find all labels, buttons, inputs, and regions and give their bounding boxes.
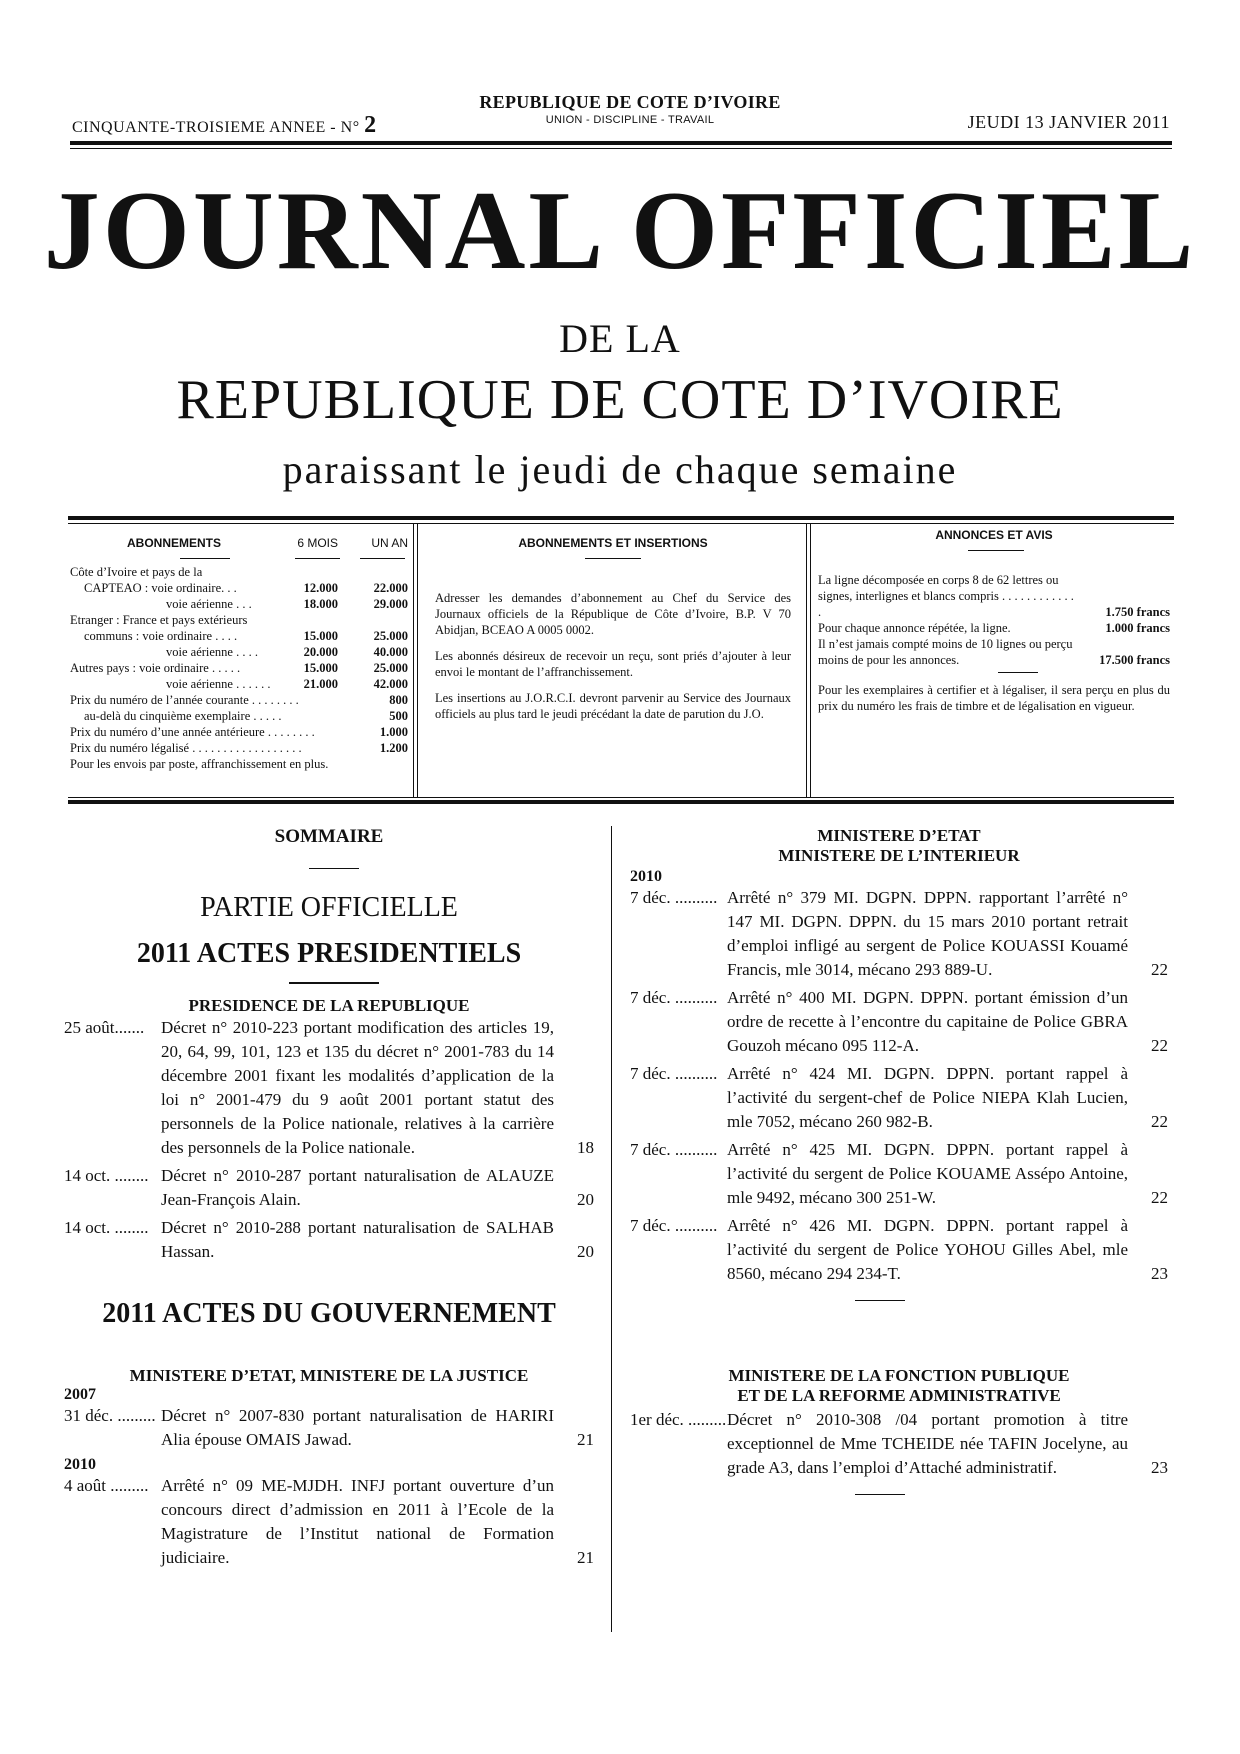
box-bottom-rule — [68, 800, 1174, 804]
actes-pres-underline — [289, 982, 379, 984]
masthead-title: JOURNAL OFFICIEL — [43, 169, 1197, 293]
summary-entry — [64, 1216, 594, 1264]
entry-page-number: 23 — [1151, 1458, 1168, 1477]
subscription-row — [70, 612, 408, 628]
insertions-p1: Adresser les demandes d’abonnement au Chef du Service des Journaux officiels de la République de Côte d’Ivoire, B.P. V 70 Abidjan, BCEAO A 0005 0002. — [435, 591, 791, 637]
subscription-1an: 25.000 — [373, 629, 408, 643]
announcement-label: La ligne décomposée en corps 8 de 62 lettres ou signes, interlignes et blancs compris . . . . . . . . . . . . . — [818, 573, 1074, 619]
entry-page-number: 22 — [1151, 1036, 1168, 1055]
entry-text: Décret n° 2010-308 /04 portant promotion à titre exceptionnel de Mme TCHEIDE née TAFIN Jocelyne, au grade A3, dans l’emploi d’Attaché administratif. — [727, 1410, 1128, 1477]
masthead-de-la: DE LA — [559, 316, 681, 361]
entry-date: 7 déc. .......... — [630, 1064, 718, 1083]
subscription-label: Pour les envois par poste, affranchissement en plus. — [70, 757, 329, 771]
entry-page-number: 22 — [1151, 960, 1168, 979]
entry-page-number: 21 — [577, 1548, 594, 1567]
header-rule-thick — [70, 141, 1172, 145]
subscription-6mois — [299, 692, 349, 708]
entry-page-number: 22 — [1151, 1188, 1168, 1207]
insertions-underline — [585, 558, 641, 559]
subscription-1an: 22.000 — [373, 581, 408, 595]
subscription-label: Prix du numéro d’une année antérieure . . . . . . . . — [70, 725, 315, 739]
insertions-panel — [435, 536, 791, 722]
entry-date: 7 déc. .......... — [630, 1216, 718, 1235]
subscription-1an — [365, 756, 408, 772]
entry-page-number: 20 — [577, 1242, 594, 1261]
subscription-row — [70, 580, 408, 596]
year-2010: 2010 — [64, 1456, 96, 1473]
subscriptions-rows — [70, 564, 408, 772]
subscription-6mois — [282, 708, 340, 724]
entry-text: Arrêté n° 424 MI. DGPN. DPPN. portant rappel à l’activité du sergent-chef de Police NIEPA Klah Lucien, mle 7052, mécano 260 982-B. — [727, 1064, 1128, 1131]
subscription-label: voie aérienne . . . . — [166, 645, 258, 659]
announcements-rows — [818, 572, 1170, 668]
subscription-row — [70, 756, 408, 772]
header-motto: UNION - DISCIPLINE - TRAVAIL — [545, 114, 715, 126]
entry-date: 14 oct. ........ — [64, 1166, 149, 1185]
subscription-label: voie aérienne . . . . . . — [166, 677, 271, 691]
subscription-label: Prix du numéro de l’année courante . . . . . . . . — [70, 693, 299, 707]
announcement-price: 1.000 francs — [1105, 621, 1170, 635]
summary-entry — [630, 1408, 1168, 1480]
announcement-price: 1.750 francs — [1105, 605, 1170, 619]
announcement-row — [818, 620, 1170, 636]
box-divider-2a — [806, 524, 807, 797]
entry-text: Arrêté n° 379 MI. DGPN. DPPN. rapportant l’arrêté n° 147 MI. DGPN. DPPN. du 15 mars 2010 portant retrait d’emploi infligé au sergent de Police KOUASSI Kouamé Francis, mle 3014, mécano 293 889-U. — [727, 888, 1128, 979]
subscription-row — [70, 596, 408, 612]
entry-text: Décret n° 2010-287 portant naturalisation de ALAUZE Jean-François Alain. — [161, 1166, 554, 1209]
sommaire-heading: SOMMAIRE — [274, 826, 384, 847]
announcements-panel — [818, 528, 1170, 714]
summary-entry — [630, 1138, 1168, 1210]
entry-date: 1er déc. ......... — [630, 1410, 727, 1429]
subscription-6mois — [278, 612, 338, 628]
justice-entries-2010 — [64, 1474, 594, 1570]
subscription-row — [70, 740, 408, 756]
presidence-entries — [64, 1016, 594, 1264]
subscription-label: communs : voie ordinaire . . . . — [84, 629, 238, 643]
entry-page-number: 21 — [577, 1430, 594, 1449]
subscription-6mois: 18.000 — [303, 597, 338, 611]
entry-date: 7 déc. .......... — [630, 888, 718, 907]
edition-number: 2 — [364, 112, 377, 138]
summary-entry — [64, 1474, 594, 1570]
subscriptions-panel — [70, 536, 408, 772]
entry-date: 7 déc. .......... — [630, 988, 718, 1007]
subscription-6mois — [315, 724, 358, 740]
justice-heading: MINISTERE D’ETAT, MINISTERE DE LA JUSTICE — [129, 1366, 529, 1385]
announcement-row — [818, 572, 1170, 620]
entry-text: Décret n° 2010-288 portant naturalisation de SALHAB Hassan. — [161, 1218, 554, 1261]
subscription-1an — [338, 564, 408, 580]
entry-page-number: 23 — [1151, 1264, 1168, 1283]
subscription-row — [70, 724, 408, 740]
subscription-row — [70, 644, 408, 660]
col-underline-6mois — [295, 558, 340, 559]
box-top-rule-thin — [68, 523, 1174, 524]
entry-date: 7 déc. .......... — [630, 1140, 718, 1159]
actes-gouvernement-heading: 2011 ACTES DU GOUVERNEMENT — [102, 1298, 556, 1329]
announcements-title: ANNONCES ET AVIS — [935, 528, 1053, 542]
subscription-6mois: 12.000 — [303, 581, 338, 595]
entry-page-number: 18 — [577, 1138, 594, 1157]
summary-entry — [64, 1164, 594, 1212]
insertions-p3: Les insertions au J.O.R.C.I. devront parvenir au Service des Journaux officiels au plus tard le jeudi précédant la date de parution du J.O. — [435, 691, 791, 721]
subscription-row — [70, 692, 408, 708]
col-underline-1an — [360, 558, 405, 559]
entry-text: Décret n° 2007-830 portant naturalisation de HARIRI Alia épouse OMAIS Jawad. — [161, 1406, 554, 1449]
header-rule-thin — [70, 148, 1172, 149]
entry-text: Arrêté n° 400 MI. DGPN. DPPN. portant émission d’un ordre de recette à l’encontre du capitaine de Police GBRA Gouzoh mécano 095 112-A. — [727, 988, 1128, 1055]
subscription-label: CAPTEAO : voie ordinaire. . . — [84, 581, 237, 595]
subscription-6mois: 21.000 — [303, 677, 338, 691]
box-divider-1a — [413, 524, 414, 797]
subscriptions-title: ABONNEMENTS — [126, 536, 221, 550]
subscription-1an: 40.000 — [373, 645, 408, 659]
entry-page-number: 20 — [577, 1190, 594, 1209]
title-underline — [180, 558, 230, 559]
subscription-label: voie aérienne . . . — [166, 597, 252, 611]
box-bottom-rule-thin — [68, 797, 1174, 798]
entry-date: 14 oct. ........ — [64, 1218, 149, 1237]
issue-date: JEUDI 13 JANVIER 2011 — [967, 112, 1170, 132]
entry-text: Décret n° 2010-223 portant modification des articles 19, 20, 64, 99, 101, 123 et 135 du décret n° 2001-783 du 14 décembre 2001 fixant les modalités d’application de la loi n° 2001-479 du 9 août 2001 portant statut des personnels de la Police nationale, relatives à la carrière des personnels de la Police nationale. — [161, 1018, 554, 1157]
subscription-row — [70, 628, 408, 644]
subscription-1an: 500 — [389, 709, 408, 723]
subscription-row — [70, 708, 408, 724]
interior-entries — [630, 886, 1168, 1286]
subscription-6mois — [278, 564, 338, 580]
interior-year: 2010 — [630, 868, 662, 885]
subscription-label: Côte d’Ivoire et pays de la — [70, 565, 203, 579]
masthead-republic: REPUBLIQUE DE COTE D’IVOIRE — [176, 369, 1064, 431]
subscriptions-col-1an: UN AN — [371, 536, 408, 550]
summary-entry — [630, 986, 1168, 1058]
summary-entry — [64, 1404, 594, 1452]
subscription-row — [70, 564, 408, 580]
header-republic: REPUBLIQUE DE COTE D’IVOIRE — [479, 92, 781, 112]
right-column — [630, 826, 1168, 1504]
column-divider — [611, 826, 612, 1632]
subscriptions-col-6mois: 6 MOIS — [297, 536, 338, 550]
announcement-price: 17.500 francs — [1099, 653, 1170, 667]
actes-presidentiels-heading: 2011 ACTES PRESIDENTIELS — [136, 938, 522, 969]
subscription-1an: 1.200 — [379, 741, 408, 755]
interior-end-rule — [855, 1300, 905, 1301]
entry-text: Arrêté n° 09 ME-MJDH. INFJ portant ouverture d’un concours direct d’admission en 2011 à l’Ecole de la Magistrature de l’Institut national de Formation judiciaire. — [161, 1476, 554, 1567]
subscription-1an: 25.000 — [373, 661, 408, 675]
subscription-label: Autres pays : voie ordinaire . . . . . — [70, 661, 241, 675]
presidence-heading: PRESIDENCE DE LA REPUBLIQUE — [188, 996, 470, 1015]
fp-end-rule — [855, 1494, 905, 1495]
summary-entry — [64, 1016, 594, 1160]
announcements-separator — [998, 672, 1038, 673]
entry-date: 4 août ......... — [64, 1476, 149, 1495]
subscription-label: Etranger : France et pays extérieurs — [70, 613, 248, 627]
announcement-row — [818, 636, 1170, 668]
insertions-p2: Les abonnés désireux de recevoir un reçu, sont priés d’ajouter à leur envoi le montant de l’affranchissement. — [435, 649, 791, 679]
header-republic-block — [440, 92, 820, 126]
announcement-label: Pour chaque annonce répétée, la ligne. — [818, 621, 1011, 635]
edition-label — [72, 112, 377, 139]
justice-entries-2007 — [64, 1404, 594, 1452]
entry-date: 25 août....... — [64, 1018, 145, 1037]
left-column — [64, 826, 594, 1574]
fonction-publique-heading-1: MINISTERE DE LA FONCTION PUBLIQUE — [728, 1366, 1070, 1385]
subscription-6mois — [328, 756, 365, 772]
subscription-1an: 1.000 — [379, 725, 408, 739]
partie-officielle-heading: PARTIE OFFICIELLE — [200, 892, 458, 923]
subscription-1an: 29.000 — [373, 597, 408, 611]
subscription-1an: 42.000 — [373, 677, 408, 691]
summary-entry — [630, 1062, 1168, 1134]
fonction-publique-heading-2: ET DE LA REFORME ADMINISTRATIVE — [737, 1386, 1061, 1405]
edition-prefix: CINQUANTE-TROISIEME ANNEE - N° — [72, 119, 360, 136]
subscription-label: au-delà du cinquième exemplaire . . . . . — [84, 709, 282, 723]
entry-text: Arrêté n° 426 MI. DGPN. DPPN. portant rappel à l’activité du sergent de Police YOHOU Gilles Abel, mle 8560, mécano 294 234-T. — [727, 1216, 1128, 1283]
fonction-publique-entries — [630, 1408, 1168, 1480]
subscription-6mois: 15.000 — [303, 629, 338, 643]
subscription-label: Prix du numéro légalisé . . . . . . . . . . . . . . . . . . — [70, 741, 302, 755]
sommaire-underline — [309, 868, 359, 869]
subscription-6mois: 20.000 — [303, 645, 338, 659]
box-top-rule — [68, 516, 1174, 520]
subscription-1an — [338, 612, 408, 628]
announcements-note: Pour les exemplaires à certifier et à légaliser, il sera perçu en plus du prix du numéro les frais de timbre et de légalisation en vigueur. — [818, 683, 1170, 713]
announcements-underline — [968, 550, 1024, 551]
box-divider-1b — [417, 524, 418, 797]
masthead-tagline: paraissant le jeudi de chaque semaine — [282, 447, 958, 492]
insertions-title: ABONNEMENTS ET INSERTIONS — [518, 536, 708, 550]
announcement-label: Il n’est jamais compté moins de 10 lignes ou perçu moins de pour les annonces. — [818, 637, 1073, 667]
entry-page-number: 22 — [1151, 1112, 1168, 1131]
subscription-row — [70, 660, 408, 676]
subscription-6mois — [302, 740, 351, 756]
box-divider-2b — [810, 524, 811, 797]
subscription-6mois: 15.000 — [303, 661, 338, 675]
interior-heading-1: MINISTERE D’ETAT — [817, 826, 981, 845]
year-2007: 2007 — [64, 1386, 96, 1403]
entry-date: 31 déc. ......... — [64, 1406, 156, 1425]
summary-entry — [630, 886, 1168, 982]
entry-text: Arrêté n° 425 MI. DGPN. DPPN. portant rappel à l’activité du sergent de Police KOUAME Assépo Antoine, mle 9492, mécano 300 251-W. — [727, 1140, 1128, 1207]
subscription-1an: 800 — [389, 693, 408, 707]
interior-heading-2: MINISTERE DE L’INTERIEUR — [778, 846, 1020, 865]
summary-entry — [630, 1214, 1168, 1286]
subscription-row — [70, 676, 408, 692]
